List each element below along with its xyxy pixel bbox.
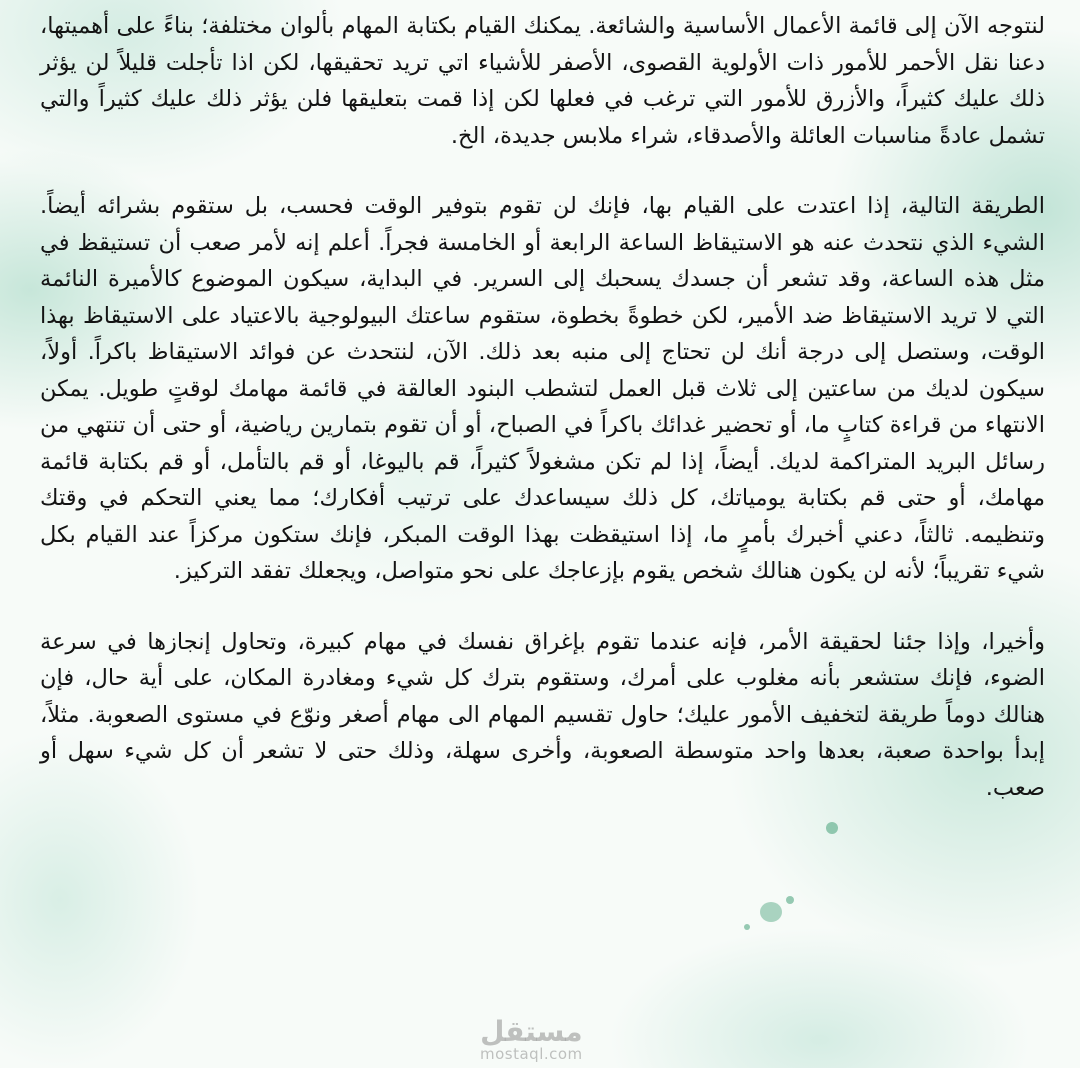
article-body: [40, 8, 1045, 806]
paint-splash: [786, 896, 794, 904]
site-watermark: [480, 1015, 583, 1063]
paragraph-spacer: [40, 154, 1045, 188]
paragraph-wake-early: الطريقة التالية، إذا اعتدت على القيام بها، فإنك لن تقوم بتوفير الوقت فحسب، بل ستقوم بشرائه أيضاً. الشيء الذي نتحدث عنه هو الاستيقاظ الساعة الرابعة أو الخامسة فجراً. أعلم إنه لأمر صعب أن تستيقظ في مثل هذه الساعة، وقد تشعر أن جسدك يسحبك إلى السرير. في البداية، سيكون الموضوع كالأميرة النائمة التي لا تريد الاستيقاظ ضد الأمير، لكن خطوةً بخطوة، ستقوم ساعتك البيولوجية بالاعتياد على الاستيقاظ بهذا الوقت، وستصل إلى درجة أنك لن تحتاج إلى منبه بعد ذلك. الآن، لنتحدث عن فوائد الاستيقاظ باكراً. أولاً، سيكون لديك من ساعتين إلى ثلاث قبل العمل لتشطب البنود العالقة في قائمة مهامك لوقتٍ طويل. يمكن الانتهاء من قراءة كتابٍ ما، أو تحضير غدائك باكراً في الصباح، أو أن تقوم بتمارين رياضية، أو حتى أن تنتهي من رسائل البريد المتراكمة لديك. أيضاً، إذا لم تكن مشغولاً كثيراً، قم باليوغا، أو قم بالتأمل، أو قم بكتابة قائمة مهامك، أو حتى قم بكتابة يومياتك، كل ذلك سيساعدك على ترتيب أفكارك؛ مما يعني التحكم في وقتك وتنظيمه. ثالثاً، دعني أخبرك بأمرٍ ما، إذا استيقظت بهذا الوقت المبكر، فإنك ستكون مركزاً عند القيام بكل شيء تقريباً؛ لأنه لن يكون هنالك شخص يقوم بإزعاجك على نحو متواصل، ويجعلك تفقد التركيز.: [40, 193, 1045, 584]
paragraph-task-list: لنتوجه الآن إلى قائمة الأعمال الأساسية والشائعة. يمكنك القيام بكتابة المهام بألوان مختلفة؛ بناءً على أهميتها، دعنا نقل الأحمر للأمور ذات الأولوية القصوى، الأصفر للأشياء اتي تريد تحقيقها، لكن اذا تأجلت قليلاً لن يؤثر ذلك عليك كثيراً، والأزرق للأمور التي ترغب في فعلها لكن إذا قمت بتعليقها فلن يؤثر ذلك عليك كثيراً والتي تشمل عادةً مناسبات العائلة والأصدقاء، شراء ملابس جديدة، الخ.: [40, 13, 1045, 149]
paint-splash: [744, 924, 750, 930]
watermark-logo-text: مستقل: [480, 1015, 583, 1048]
paint-splash: [826, 822, 838, 834]
paragraph-spacer: [40, 590, 1045, 624]
watermark-url: mostaql.com: [480, 1045, 583, 1063]
paragraph-split-tasks: وأخيرا، وإذا جئنا لحقيقة الأمر، فإنه عندما تقوم بإغراق نفسك في مهام كبيرة، وتحاول إنجازها في سرعة الضوء، فإنك ستشعر بأنه مغلوب على أمرك، وستقوم بترك كل شيء ومغادرة المكان، على أية حال، فإن هنالك دوماً طريقة لتخفيف الأمور عليك؛ حاول تقسيم المهام الى مهام أصغر ونوّع في مستوى الصعوبة. مثلاً، إبدأ بواحدة صعبة، بعدها واحد متوسطة الصعوبة، وأخرى سهلة، وذلك حتى لا تشعر أن كل شيء سهل أو صعب.: [40, 628, 1045, 801]
paint-splash: [760, 902, 782, 922]
